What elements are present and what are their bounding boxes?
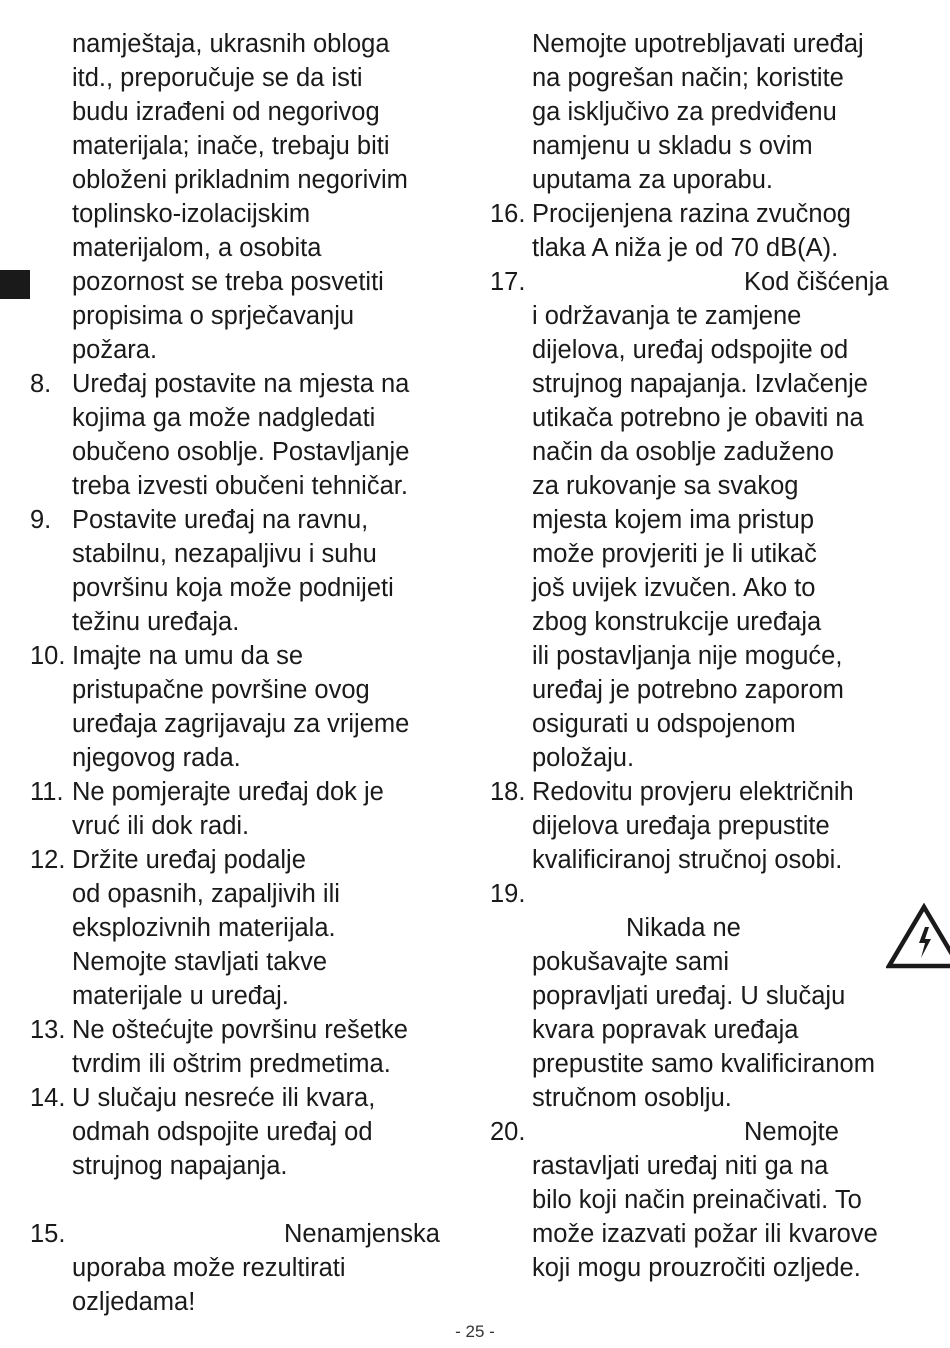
item-number: 10. (30, 642, 66, 670)
item-number: 8. (30, 370, 52, 398)
list-item-12: 12. Držite uređaj podalje od opasnih, zapaljivih ili eksplozivnih materijala. Nemojte stavljati takve materijale u uređaj. (30, 843, 460, 1013)
item-number: 19. (490, 880, 526, 908)
list-item-17: 17. Kod čišćenja i održavanja te zamjene dijelova, uređaj odspojite od strujnog napajanja. Izvlačenje utikača potrebno je obaviti na način da osoblje zaduženo za rukovanje sa svakog mjesta kojem ima pristup može provjeriti je li utikač još uvijek izvučen. Ako to zbog konstrukcije uređaja ili postavljanja nije moguće, uređaj je potrebno zaporom osigurati u odspojenom položaju. (490, 265, 930, 775)
item-number: 13. (30, 1016, 66, 1044)
list-item-continuation: namještaja, ukrasnih obloga itd., preporučuje se da isti budu izrađeni od negorivog materijala; inače, trebaju biti obloženi prikladnim negorivim toplinsko-izolacijskim materijalom, a osobita pozornost se treba posvetiti propisima o sprječavanju požara. (72, 30, 408, 364)
item-number: 15. (30, 1220, 66, 1248)
list-item-16: 16. Procijenjena razina zvučnog tlaka A niža je od 70 dB(A). (490, 197, 930, 265)
list-item-18: 18. Redovitu provjeru električnih dijelova uređaja prepustite kvalificiranoj stručnoj osobi. (490, 775, 930, 877)
item-number: 12. (30, 846, 66, 874)
item-number: 16. (490, 200, 526, 228)
list-item-20: 20. Nemojte rastavljati uređaj niti ga na bilo koji način preinačivati. To može izazvati požar ili kvarove koji mogu prouzročiti ozljede. (490, 1115, 930, 1285)
list-item-13: 13. Ne oštećujte površinu rešetke tvrdim ili oštrim predmetima. (30, 1013, 460, 1081)
list-item-8: 8. Uređaj postavite na mjesta na kojima ga može nadgledati obučeno osoblje. Postavljanje treba izvesti obučeni tehničar. (30, 367, 460, 503)
right-column (490, 27, 930, 1285)
item-number: 11. (30, 778, 64, 806)
list-item-9: 9. Postavite uređaj na ravnu, stabilnu, nezapaljivu i suhu površinu koja može podnijeti težinu uređaja. (30, 503, 460, 639)
electrical-hazard-icon (886, 903, 950, 969)
list-item-15: 15. Nenamjenska uporaba može rezultirati ozljedama! (30, 1217, 460, 1319)
list-item-14: 14. U slučaju nesreće ili kvara, odmah odspojite uređaj od strujnog napajanja. (30, 1081, 460, 1183)
list-item-11: 11. Ne pomjerajte uređaj dok je vruć ili dok radi. (30, 775, 460, 843)
list-item-10: 10. Imajte na umu da se pristupačne površine ovog uređaja zagrijavaju za vrijeme njegovog rada. (30, 639, 460, 775)
list-item-continuation: Nemojte upotrebljavati uređaj na pogrešan način; koristite ga isključivo za predviđenu namjenu u skladu s ovim uputama za uporabu. (532, 30, 864, 194)
list-item-19: 19. Nikada ne pokušavajte sami popravljati uređaj. U slučaju kvara popravak uređaja prepustite samo kvalificiranom stručnom osoblju. (490, 877, 930, 1115)
item-number: 20. (490, 1118, 526, 1146)
page-number: - 25 - (455, 1322, 495, 1341)
item-number: 14. (30, 1084, 66, 1112)
spacer (30, 1183, 460, 1217)
item-number: 18. (490, 778, 526, 806)
item-number: 9. (30, 506, 52, 534)
thumb-index-tab (0, 270, 30, 299)
left-column (30, 27, 460, 1319)
item-number: 17. (490, 268, 526, 296)
